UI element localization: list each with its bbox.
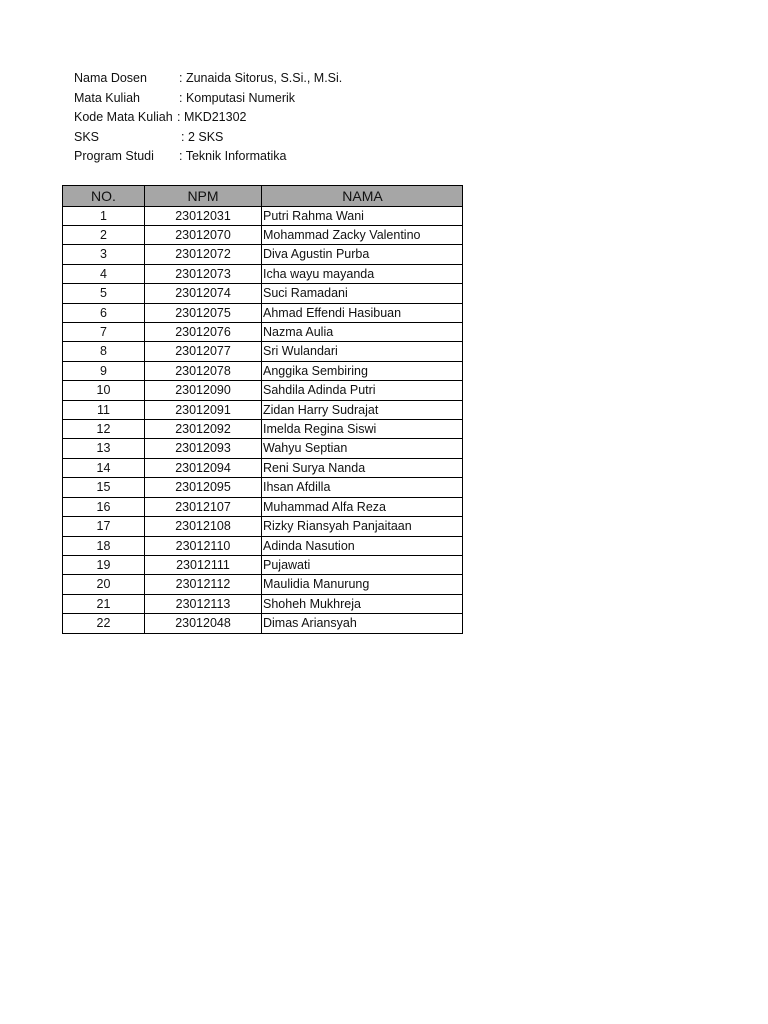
- info-row-program: [74, 147, 287, 167]
- table-row: [63, 594, 463, 613]
- cell-nama: Pujawati: [262, 555, 463, 574]
- cell-npm: 23012113: [145, 594, 262, 613]
- cell-npm: 23012091: [145, 400, 262, 419]
- table-row: [63, 497, 463, 516]
- cell-nama: Ihsan Afdilla: [262, 478, 463, 497]
- table-row: [63, 206, 463, 225]
- table-row: [63, 439, 463, 458]
- table-row: [63, 245, 463, 264]
- cell-npm: 23012070: [145, 226, 262, 245]
- cell-no: 4: [63, 264, 145, 283]
- table-row: [63, 264, 463, 283]
- cell-no: 11: [63, 400, 145, 419]
- cell-no: 17: [63, 517, 145, 536]
- info-value: : 2 SKS: [181, 129, 224, 144]
- cell-no: 22: [63, 614, 145, 633]
- table-row: [63, 536, 463, 555]
- cell-no: 5: [63, 284, 145, 303]
- info-label: Mata Kuliah: [74, 90, 141, 105]
- cell-npm: 23012031: [145, 206, 262, 225]
- cell-nama: Maulidia Manurung: [262, 575, 463, 594]
- table-row: [63, 614, 463, 633]
- info-label: Program Studi: [74, 149, 154, 164]
- table-row: [63, 381, 463, 400]
- info-label: Nama Dosen: [74, 71, 147, 85]
- cell-no: 20: [63, 575, 145, 594]
- table-row: [63, 575, 463, 594]
- cell-npm: 23012108: [145, 517, 262, 536]
- cell-nama: Adinda Nasution: [262, 536, 463, 555]
- info-value: : Zunaida Sitorus, S.Si., M.Si.: [179, 71, 343, 85]
- cell-nama: Suci Ramadani: [262, 284, 463, 303]
- header-nama: NAMA: [262, 186, 463, 207]
- cell-no: 9: [63, 361, 145, 380]
- cell-nama: Rizky Riansyah Panjaitaan: [262, 517, 463, 536]
- table-body: [63, 206, 463, 633]
- cell-nama: Zidan Harry Sudrajat: [262, 400, 463, 419]
- table-row: [63, 458, 463, 477]
- cell-npm: 23012094: [145, 458, 262, 477]
- cell-no: 2: [63, 226, 145, 245]
- cell-nama: Wahyu Septian: [262, 439, 463, 458]
- cell-npm: 23012074: [145, 284, 262, 303]
- table-row: [63, 284, 463, 303]
- table-row: [63, 400, 463, 419]
- info-value: : Komputasi Numerik: [179, 90, 296, 105]
- table-row: [63, 226, 463, 245]
- table-row: [63, 342, 463, 361]
- cell-npm: 23012090: [145, 381, 262, 400]
- cell-no: 8: [63, 342, 145, 361]
- cell-no: 10: [63, 381, 145, 400]
- course-info: [74, 69, 343, 167]
- cell-nama: Reni Surya Nanda: [262, 458, 463, 477]
- table-row: [63, 323, 463, 342]
- cell-no: 7: [63, 323, 145, 342]
- info-row-course: [74, 89, 296, 109]
- info-value: : Teknik Informatika: [179, 149, 287, 164]
- cell-npm: 23012072: [145, 245, 262, 264]
- cell-no: 18: [63, 536, 145, 555]
- cell-nama: Putri Rahma Wani: [262, 206, 463, 225]
- cell-npm: 23012093: [145, 439, 262, 458]
- cell-npm: 23012076: [145, 323, 262, 342]
- table-row: [63, 303, 463, 322]
- cell-nama: Nazma Aulia: [262, 323, 463, 342]
- cell-nama: Shoheh Mukhreja: [262, 594, 463, 613]
- info-row-course-code: [74, 108, 247, 128]
- cell-nama: Mohammad Zacky Valentino: [262, 226, 463, 245]
- student-table: [62, 185, 463, 634]
- info-label: Kode Mata Kuliah: [74, 110, 173, 125]
- table-row: [63, 517, 463, 536]
- cell-npm: 23012107: [145, 497, 262, 516]
- cell-no: 1: [63, 206, 145, 225]
- cell-nama: Diva Agustin Purba: [262, 245, 463, 264]
- cell-no: 3: [63, 245, 145, 264]
- table-header-row: [63, 186, 463, 207]
- cell-nama: Anggika Sembiring: [262, 361, 463, 380]
- table-row: [63, 420, 463, 439]
- cell-no: 15: [63, 478, 145, 497]
- cell-no: 21: [63, 594, 145, 613]
- cell-no: 12: [63, 420, 145, 439]
- cell-npm: 23012073: [145, 264, 262, 283]
- cell-npm: 23012111: [145, 555, 262, 574]
- cell-nama: Icha wayu mayanda: [262, 264, 463, 283]
- header-npm: NPM: [145, 186, 262, 207]
- cell-no: 13: [63, 439, 145, 458]
- cell-nama: Sri Wulandari: [262, 342, 463, 361]
- cell-npm: 23012092: [145, 420, 262, 439]
- cell-npm: 23012112: [145, 575, 262, 594]
- cell-no: 6: [63, 303, 145, 322]
- cell-no: 19: [63, 555, 145, 574]
- cell-npm: 23012095: [145, 478, 262, 497]
- cell-npm: 23012075: [145, 303, 262, 322]
- table-row: [63, 478, 463, 497]
- info-label: SKS: [74, 129, 100, 144]
- cell-nama: Ahmad Effendi Hasibuan: [262, 303, 463, 322]
- cell-npm: 23012048: [145, 614, 262, 633]
- cell-nama: Muhammad Alfa Reza: [262, 497, 463, 516]
- cell-no: 16: [63, 497, 145, 516]
- info-row-credits: [74, 128, 224, 148]
- cell-npm: 23012077: [145, 342, 262, 361]
- table-row: [63, 555, 463, 574]
- cell-nama: Dimas Ariansyah: [262, 614, 463, 633]
- cell-nama: Sahdila Adinda Putri: [262, 381, 463, 400]
- cell-npm: 23012110: [145, 536, 262, 555]
- info-row-lecturer: [74, 69, 343, 89]
- table-row: [63, 361, 463, 380]
- cell-npm: 23012078: [145, 361, 262, 380]
- header-no: NO.: [63, 186, 145, 207]
- cell-nama: Imelda Regina Siswi: [262, 420, 463, 439]
- info-value: : MKD21302: [177, 110, 247, 125]
- cell-no: 14: [63, 458, 145, 477]
